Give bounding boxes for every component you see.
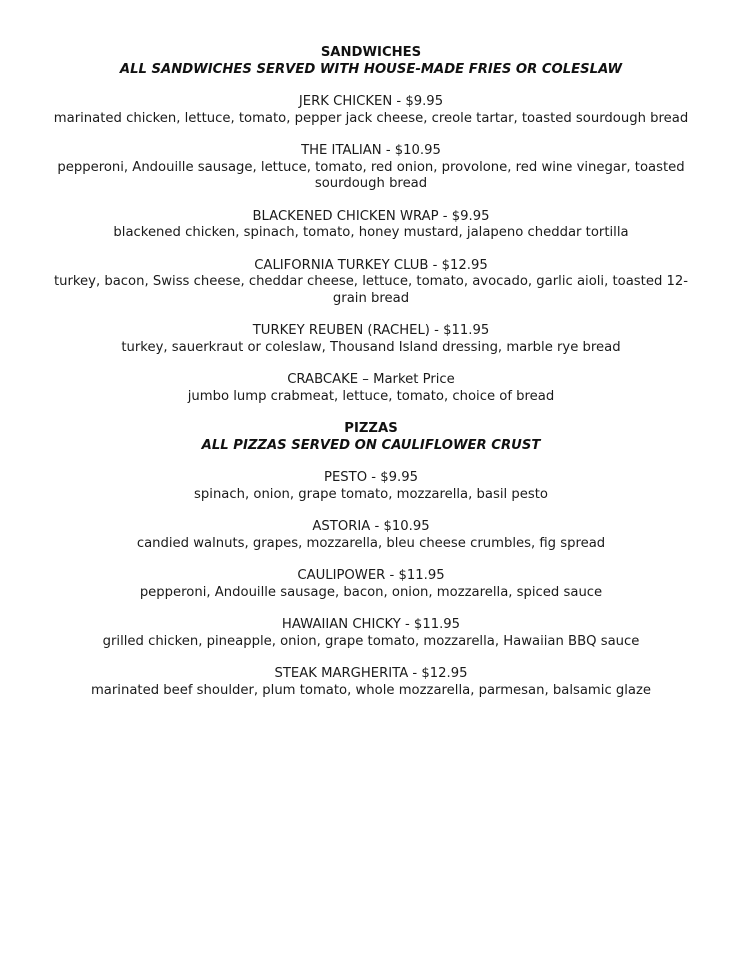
menu-item-name: STEAK MARGHERITA - $12.95 xyxy=(274,666,468,681)
menu-item-pesto xyxy=(46,470,696,503)
pizzas-section xyxy=(0,420,742,699)
menu-item-name: BLACKENED CHICKEN WRAP - $9.95 xyxy=(252,208,490,224)
menu-item-the-italian xyxy=(46,143,696,193)
menu-item-name: CAULIPOWER - $11.95 xyxy=(297,568,445,583)
menu-item-description: grilled chicken, pineapple, onion, grape tomato, mozzarella, Hawaiian BBQ sauce xyxy=(102,633,640,649)
menu-item-name: JERK CHICKEN - $9.95 xyxy=(298,94,444,109)
menu-item-name: PESTO - $9.95 xyxy=(324,470,418,485)
menu-item-jerk-chicken xyxy=(46,94,696,127)
menu-item-description: marinated beef shoulder, plum tomato, whole mozzarella, parmesan, balsamic glaze xyxy=(90,682,652,698)
menu-item-name: TURKEY REUBEN (RACHEL) - $11.95 xyxy=(252,323,490,338)
menu-item-name: ASTORIA - $10.95 xyxy=(312,519,430,534)
menu-item-description: blackened chicken, spinach, tomato, honey mustard, jalapeno cheddar tortilla xyxy=(113,225,629,240)
sandwiches-subtitle: ALL SANDWICHES SERVED WITH HOUSE-MADE FRIES OR COLESLAW xyxy=(119,62,623,77)
menu-item-description: pepperoni, Andouille sausage, bacon, onion, mozzarella, spiced sauce xyxy=(139,584,603,600)
menu-item-description: marinated chicken, lettuce, tomato, pepper jack cheese, creole tartar, toasted sourdough bread xyxy=(53,110,689,126)
menu-item-crabcake xyxy=(46,372,696,405)
menu-item-hawaiian-chicky xyxy=(46,617,696,650)
menu-item-california-turkey-club xyxy=(46,258,696,308)
menu-item-astoria xyxy=(46,519,696,552)
menu-item-name: HAWAIIAN CHICKY - $11.95 xyxy=(281,617,461,632)
menu-item-description: jumbo lump crabmeat, lettuce, tomato, choice of bread xyxy=(187,388,555,404)
sandwiches-section xyxy=(0,44,742,405)
pizzas-title: PIZZAS xyxy=(344,421,398,436)
menu-item-name: THE ITALIAN - $10.95 xyxy=(301,143,441,158)
menu-item-description: turkey, bacon, Swiss cheese, cheddar cheese, lettuce, tomato, avocado, garlic aioli, toasted 12-grain bread xyxy=(53,274,689,306)
sandwiches-title: SANDWICHES xyxy=(320,45,422,60)
menu-item-name: CRABCAKE – Market Price xyxy=(287,372,455,387)
menu-item-name: CALIFORNIA TURKEY CLUB - $12.95 xyxy=(254,257,488,273)
menu-item-description: pepperoni, Andouille sausage, lettuce, tomato, red onion, provolone, red wine vinegar, toasted sourdough bread xyxy=(57,159,685,191)
menu-item-turkey-reuben xyxy=(46,323,696,356)
menu-item-blackened-chicken-wrap xyxy=(46,209,696,242)
menu-item-steak-margherita xyxy=(46,666,696,699)
menu-item-description: candied walnuts, grapes, mozzarella, bleu cheese crumbles, fig spread xyxy=(136,535,606,551)
menu-item-description: turkey, sauerkraut or coleslaw, Thousand Island dressing, marble rye bread xyxy=(121,339,621,355)
pizzas-subtitle: ALL PIZZAS SERVED ON CAULIFLOWER CRUST xyxy=(201,438,541,453)
menu-item-caulipower xyxy=(46,568,696,601)
menu-item-description: spinach, onion, grape tomato, mozzarella, basil pesto xyxy=(194,486,548,502)
